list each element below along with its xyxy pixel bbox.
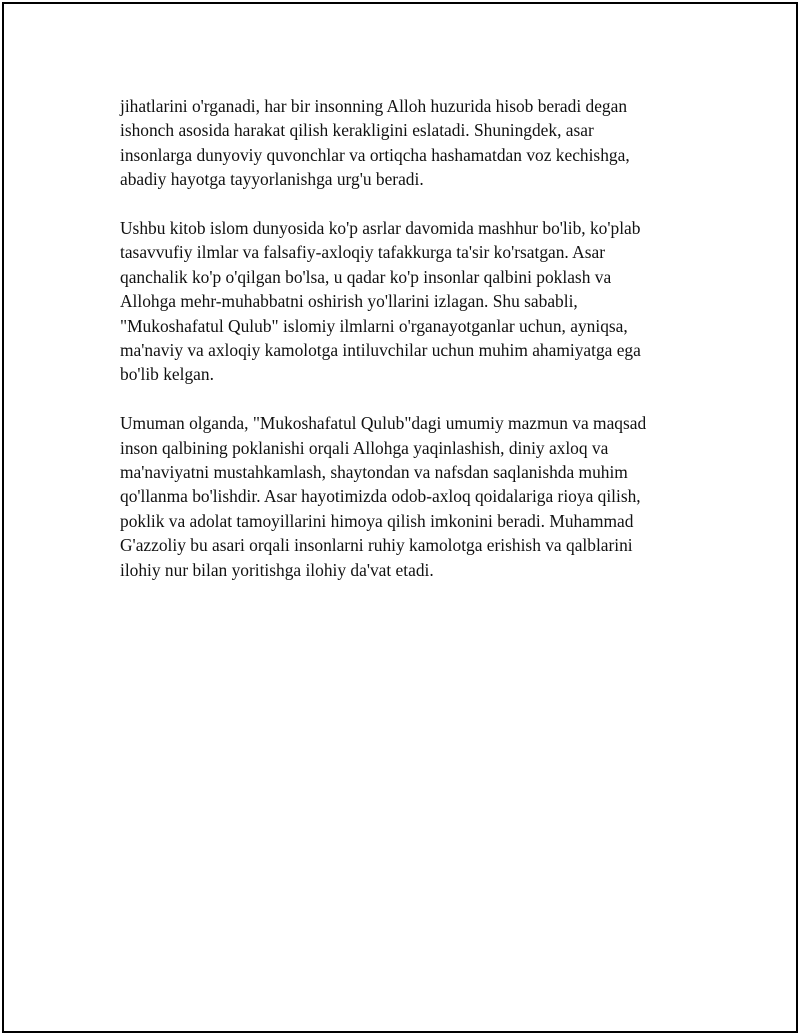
paragraph-2-line-5: "Mukoshafatul Qulub" islomiy ilmlarni o'rganayotganlar uchun, ayniqsa, bbox=[120, 315, 628, 336]
document-body bbox=[120, 94, 700, 606]
paragraph-3-line-4: qo'llanma bo'lishdir. Asar hayotimizda odob-axloq qoidalariga rioya qilish, bbox=[120, 486, 641, 507]
paragraph-1-line-2: ishonch asosida harakat qilish kerakligini eslatadi. Shuningdek, asar bbox=[120, 120, 594, 141]
paragraph-3-line-5: poklik va adolat tamoyillarini himoya qilish imkonini beradi. Muhammad bbox=[120, 510, 634, 531]
paragraph-3-line-3: ma'naviyatni mustahkamlash, shaytondan va nafsdan saqlanishda muhim bbox=[120, 462, 628, 483]
paragraph-3-line-2: inson qalbining poklanishi orqali Allohga yaqinlashish, diniy axloq va bbox=[120, 437, 609, 458]
paragraph-3-line-7: ilohiy nur bilan yoritishga ilohiy da'vat etadi. bbox=[120, 559, 434, 580]
paragraph-2-line-1: Ushbu kitob islom dunyosida ko'p asrlar davomida mashhur bo'lib, ko'plab bbox=[120, 218, 641, 239]
paragraph-2-line-2: tasavvufiy ilmlar va falsafiy-axloqiy tafakkurga ta'sir ko'rsatgan. Asar bbox=[120, 242, 606, 263]
paragraph-1 bbox=[120, 94, 700, 192]
paragraph-2-line-4: Allohga mehr-muhabbatni oshirish yo'llarini izlagan. Shu sababli, bbox=[120, 291, 578, 312]
paragraph-3-line-6: G'azzoliy bu asari orqali insonlarni ruhiy kamolotga erishish va qalblarini bbox=[120, 535, 633, 556]
paragraph-1-line-1: jihatlarini o'rganadi, har bir insonning Alloh huzurida hisob beradi degan bbox=[120, 96, 628, 116]
document-page bbox=[2, 2, 798, 1033]
paragraph-2-line-7: bo'lib kelgan. bbox=[120, 364, 214, 385]
paragraph-1-line-4: abadiy hayotga tayyorlanishga urg'u beradi. bbox=[120, 169, 424, 190]
paragraph-1-line-3: insonlarga dunyoviy quvonchlar va ortiqcha hashamatdan voz kechishga, bbox=[120, 144, 630, 165]
paragraph-2-line-3: qanchalik ko'p o'qilgan bo'lsa, u qadar ko'p insonlar qalbini poklash va bbox=[120, 266, 612, 287]
paragraph-2 bbox=[120, 216, 700, 387]
paragraph-2-line-6: ma'naviy va axloqiy kamolotga intiluvchilar uchun muhim ahamiyatga ega bbox=[120, 340, 641, 361]
paragraph-3 bbox=[120, 411, 700, 582]
paragraph-3-line-1: Umuman olganda, "Mukoshafatul Qulub"dagi umumiy mazmun va maqsad bbox=[120, 413, 647, 434]
